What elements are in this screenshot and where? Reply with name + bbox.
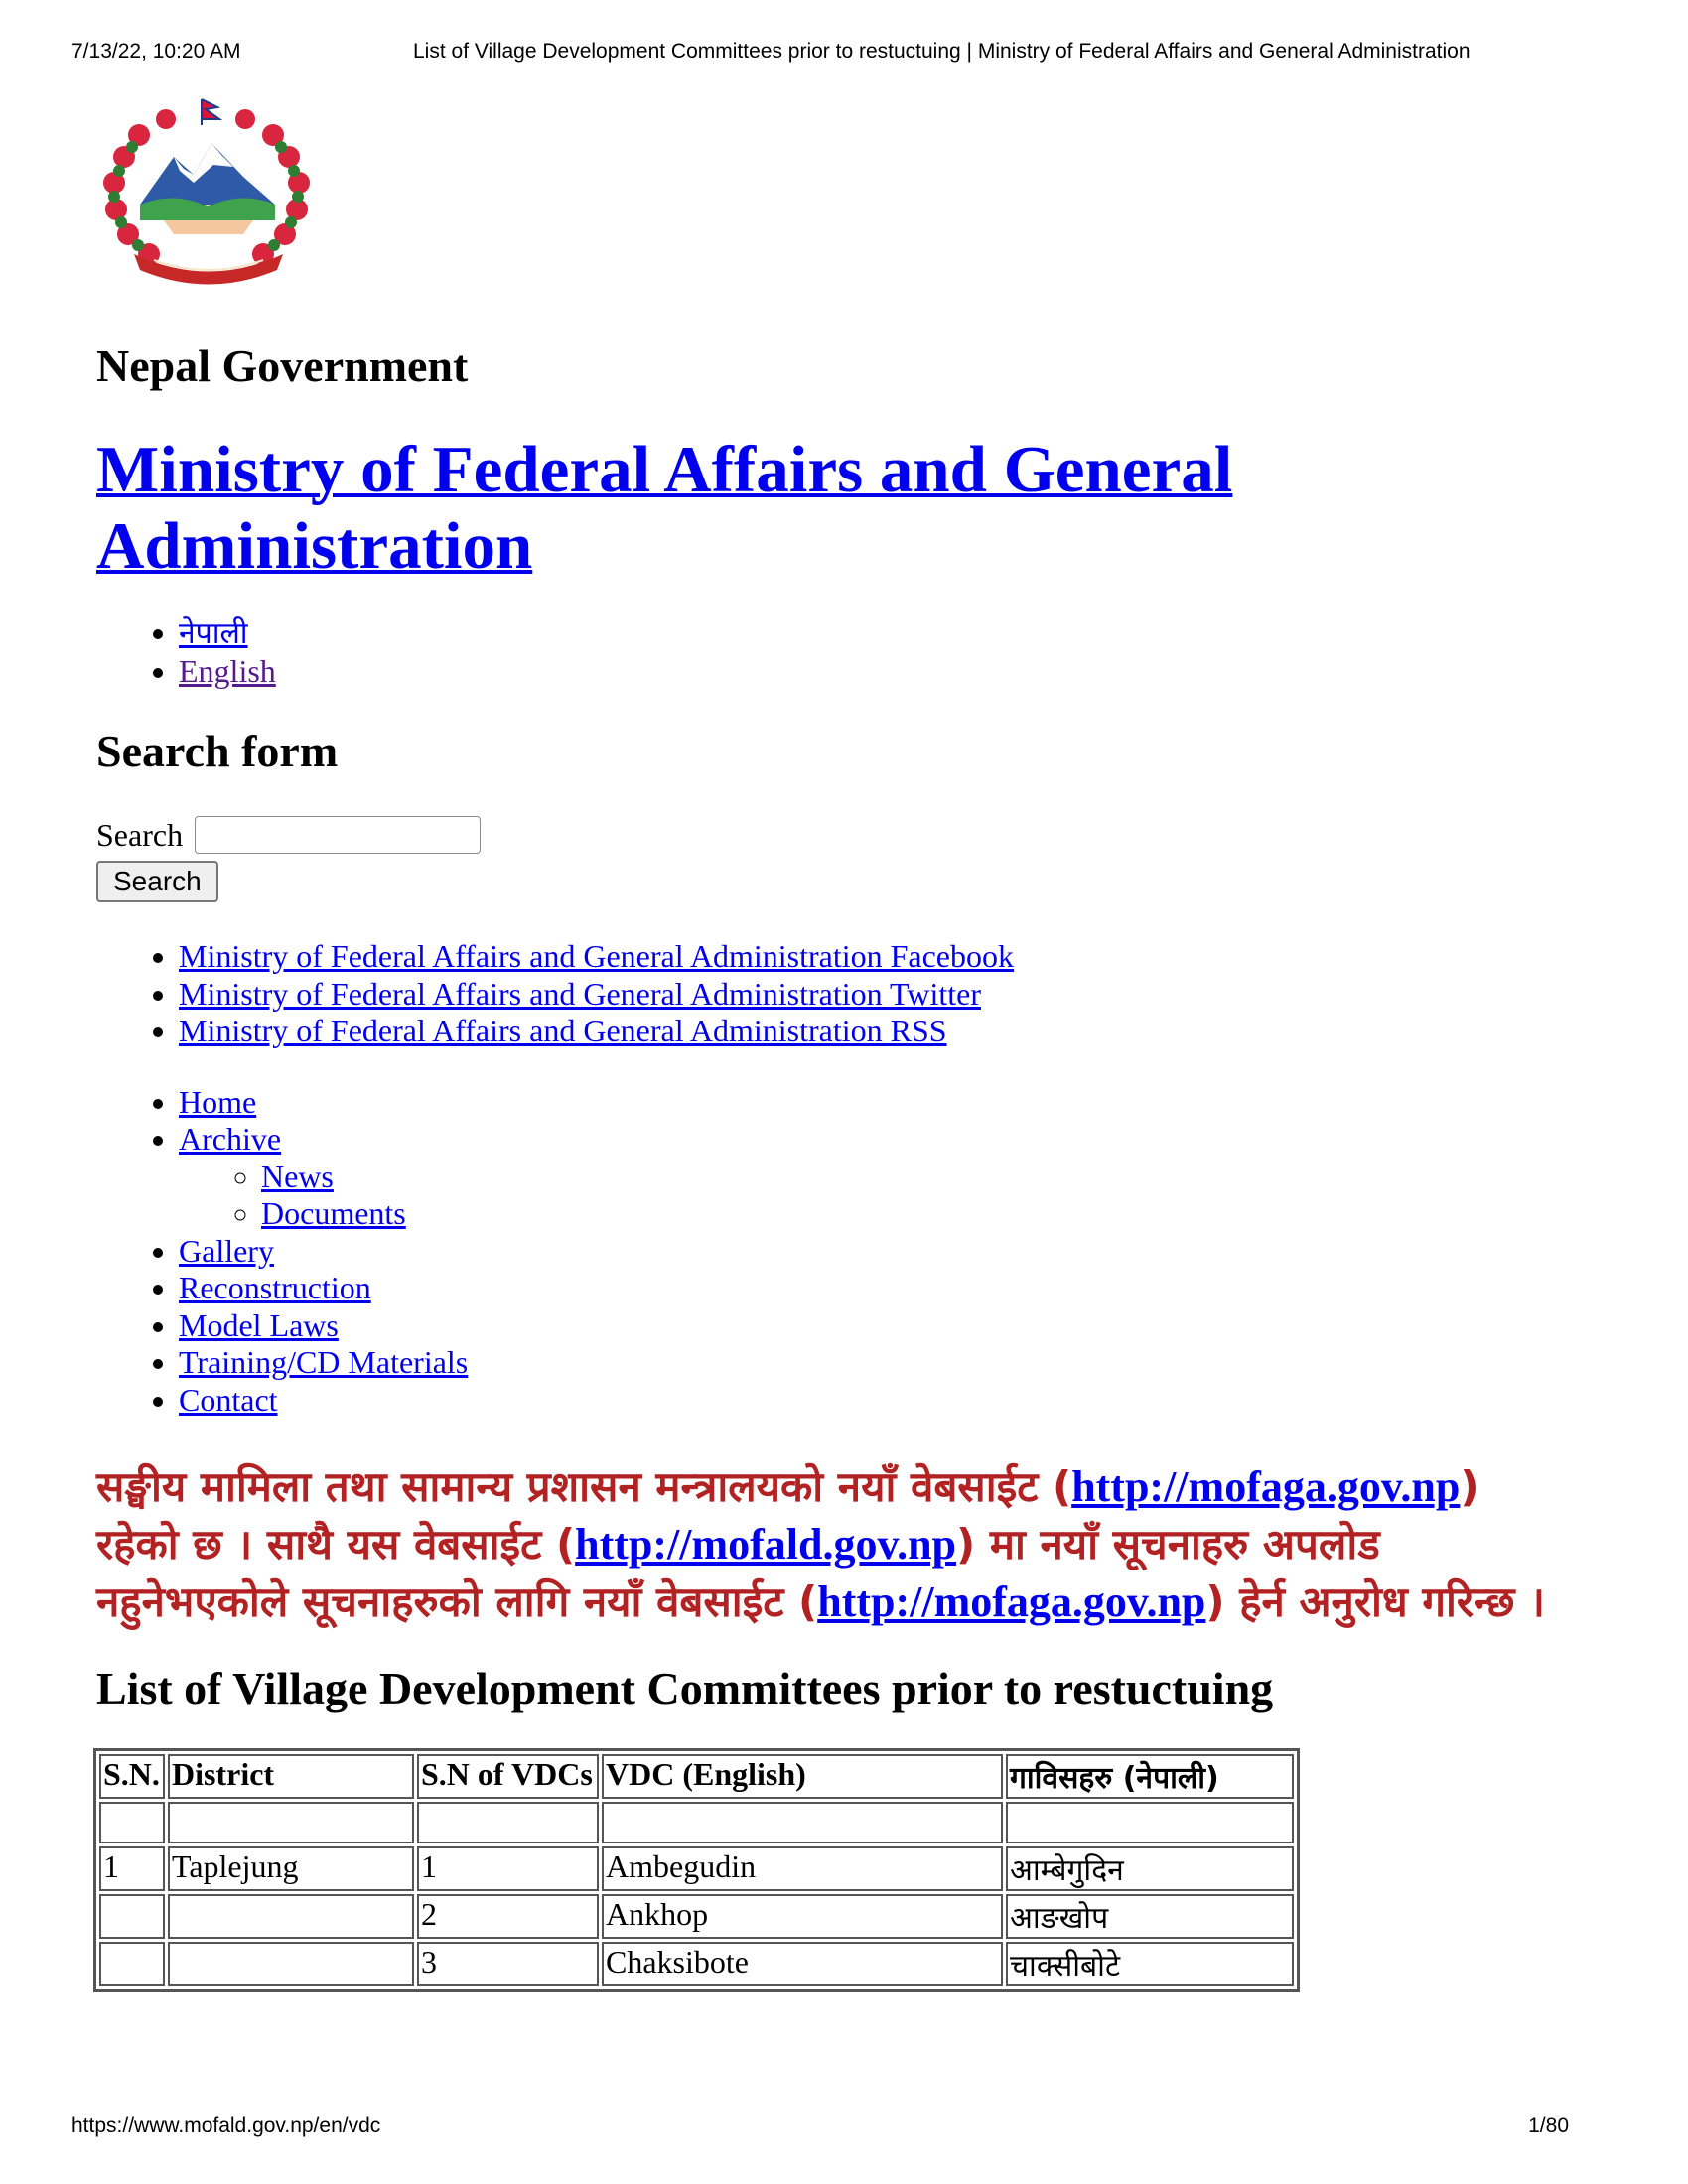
language-link-english[interactable]: English [179,652,276,689]
table-cell: आम्बेगुदिन [1006,1846,1294,1891]
table-cell [1006,1802,1294,1843]
nav-home[interactable]: Home [179,1083,257,1120]
table-cell: 1 [99,1846,165,1891]
nepal-emblem-icon[interactable] [94,95,323,294]
new-website-notice [96,1458,1546,1631]
column-header: गाविसहरु (नेपाली) [1006,1754,1294,1799]
nav-documents[interactable]: Documents [261,1195,406,1231]
nav-contact[interactable]: Contact [179,1381,278,1418]
twitter-link[interactable]: Ministry of Federal Affairs and General Administration Twitter [179,975,981,1012]
nav-item [179,1307,1586,1345]
notice-text: ) रहेको छ । साथै यस वेबसाईट ( [96,1462,1479,1569]
nav-archive[interactable]: Archive [179,1121,282,1157]
table-cell [417,1802,599,1843]
print-page-title: List of Village Development Committees prior to restuctuing | Ministry of Federal Affairs and General Administration [413,40,1471,63]
table-cell: Ambegudin [602,1846,1003,1891]
nav-subitem [261,1159,1586,1196]
table-cell [99,1802,165,1843]
ministry-title [96,432,1586,585]
government-name: Nepal Government [96,341,469,391]
table-row [99,1802,1294,1843]
table-row [99,1846,1294,1891]
print-header [71,40,1617,69]
social-links [96,938,1586,1050]
print-datetime: 7/13/22, 10:20 AM [71,40,241,63]
nav-item [179,1382,1586,1420]
print-footer [71,2115,1617,2144]
table-cell: Taplejung [168,1846,414,1891]
search-form-heading: Search form [96,726,339,776]
ministry-title-link[interactable]: Ministry of Federal Affairs and General Administration [96,433,1233,583]
column-header: District [168,1754,414,1799]
search-button[interactable]: Search [96,861,218,902]
page-title: List of Village Development Committees prior to restuctuing [96,1663,1274,1713]
nav-item [179,1084,1586,1122]
page-content [96,95,1586,1992]
social-item [179,938,1586,976]
social-item [179,976,1586,1014]
table-cell [602,1802,1003,1843]
nav-item [179,1270,1586,1307]
archive-submenu [179,1159,1586,1233]
notice-link-mofaga[interactable]: http://mofaga.gov.np [1071,1462,1461,1511]
table-cell: चाक्सीबोटे [1006,1942,1294,1986]
table-cell [99,1942,165,1986]
notice-text: ) मा नयाँ सूचनाहरु अपलोड नहुनेभएकोले सूचनाहरुको लागि नयाँ वेबसाईट ( [96,1520,1380,1626]
table-cell: 3 [417,1942,599,1986]
social-item [179,1013,1586,1050]
nav-item [179,1121,1586,1233]
nav-training[interactable]: Training/CD Materials [179,1344,469,1380]
main-navigation [96,1084,1586,1420]
table-cell [168,1802,414,1843]
table-row [99,1942,1294,1986]
table-cell [168,1894,414,1939]
table-cell: आङखोप [1006,1894,1294,1939]
print-page-count: 1/80 [1528,2115,1569,2137]
nav-item [179,1344,1586,1382]
table-cell: 2 [417,1894,599,1939]
nav-reconstruction[interactable]: Reconstruction [179,1270,371,1305]
nav-subitem [261,1195,1586,1233]
table-cell: Ankhop [602,1894,1003,1939]
rss-link[interactable]: Ministry of Federal Affairs and General Administration RSS [179,1013,947,1048]
table-header-row [99,1754,1294,1799]
table-cell: Chaksibote [602,1942,1003,1986]
table-cell [168,1942,414,1986]
notice-link-mofaga[interactable]: http://mofaga.gov.np [817,1577,1206,1626]
column-header: S.N of VDCs [417,1754,599,1799]
language-item [179,614,1586,653]
nav-item [179,1233,1586,1271]
nav-model-laws[interactable]: Model Laws [179,1306,339,1343]
search-input[interactable] [195,816,481,854]
print-url: https://www.mofald.gov.np/en/vdc [71,2115,381,2137]
column-header: VDC (English) [602,1754,1003,1799]
notice-link-mofald[interactable]: http://mofald.gov.np [575,1520,957,1569]
search-label: Search [96,816,184,853]
language-link-nepali[interactable]: नेपाली [179,616,248,651]
facebook-link[interactable]: Ministry of Federal Affairs and General Administration Facebook [179,938,1014,974]
column-header: S.N. [99,1754,165,1799]
language-switcher [96,614,1586,690]
nav-news[interactable]: News [261,1158,334,1194]
table-cell [99,1894,165,1939]
nav-gallery[interactable]: Gallery [179,1232,274,1269]
table-row [99,1894,1294,1939]
table-cell: 1 [417,1846,599,1891]
vdc-table [93,1748,1300,1992]
notice-text: ) हेर्न अनुरोध गरिन्छ । [1205,1577,1546,1626]
language-item [179,653,1586,691]
notice-text: सङ्घीय मामिला तथा सामान्य प्रशासन मन्त्रालयको नयाँ वेबसाईट ( [96,1462,1072,1511]
search-form [96,813,1586,857]
